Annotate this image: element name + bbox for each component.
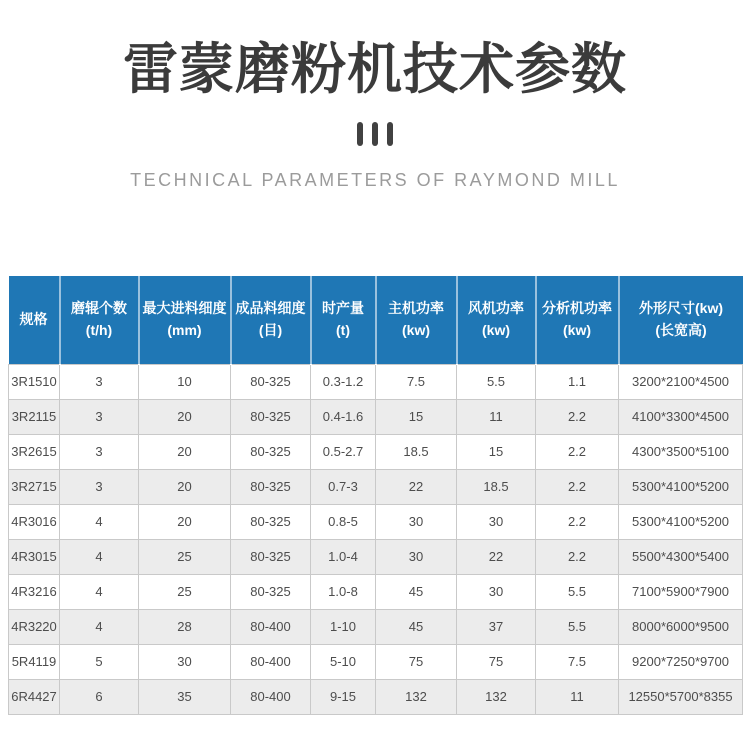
table-cell: 4R3015 <box>9 539 60 574</box>
table-cell: 11 <box>457 399 536 434</box>
header-cell-0: 规格 <box>9 276 60 364</box>
table-cell: 3 <box>60 399 139 434</box>
header-cell-6: 风机功率 (kw) <box>457 276 536 364</box>
table-cell: 3R2715 <box>9 469 60 504</box>
table-cell: 80-325 <box>231 539 311 574</box>
table-cell: 0.5-2.7 <box>311 434 376 469</box>
table-cell: 5500*4300*5400 <box>619 539 743 574</box>
table-cell: 1.0-4 <box>311 539 376 574</box>
table-cell: 75 <box>376 644 457 679</box>
header-cell-2: 最大进料细度 (mm) <box>139 276 231 364</box>
table-cell: 80-325 <box>231 434 311 469</box>
table-row <box>9 364 743 399</box>
table-cell: 18.5 <box>457 469 536 504</box>
table-cell: 20 <box>139 434 231 469</box>
table-cell: 9-15 <box>311 679 376 714</box>
header-row <box>9 276 743 364</box>
header-cell-1: 磨辊个数 (t/h) <box>60 276 139 364</box>
table-cell: 30 <box>376 504 457 539</box>
header-cell-8: 外形尺寸(kw) (长宽高) <box>619 276 743 364</box>
table-cell: 4R3216 <box>9 574 60 609</box>
header-cell-5: 主机功率 (kw) <box>376 276 457 364</box>
table-row <box>9 504 743 539</box>
bar-glyph <box>372 122 378 146</box>
table-cell: 5-10 <box>311 644 376 679</box>
table-cell: 1-10 <box>311 609 376 644</box>
three-bars-icon <box>0 122 750 146</box>
table-cell: 5 <box>60 644 139 679</box>
table-cell: 22 <box>457 539 536 574</box>
header-cell-7: 分析机功率 (kw) <box>536 276 619 364</box>
table-cell: 1.0-8 <box>311 574 376 609</box>
table-cell: 3 <box>60 364 139 399</box>
table-cell: 2.2 <box>536 539 619 574</box>
table-cell: 0.4-1.6 <box>311 399 376 434</box>
table-cell: 30 <box>139 644 231 679</box>
table-cell: 4100*3300*4500 <box>619 399 743 434</box>
table-cell: 7100*5900*7900 <box>619 574 743 609</box>
table-cell: 15 <box>376 399 457 434</box>
table-cell: 35 <box>139 679 231 714</box>
table-cell: 30 <box>457 504 536 539</box>
table-cell: 20 <box>139 469 231 504</box>
table-cell: 5300*4100*5200 <box>619 469 743 504</box>
table-cell: 4R3220 <box>9 609 60 644</box>
table-cell: 3 <box>60 469 139 504</box>
table-cell: 5R4119 <box>9 644 60 679</box>
table-cell: 18.5 <box>376 434 457 469</box>
table-cell: 8000*6000*9500 <box>619 609 743 644</box>
table-row <box>9 574 743 609</box>
table-cell: 132 <box>457 679 536 714</box>
table-cell: 80-325 <box>231 399 311 434</box>
table-cell: 4R3016 <box>9 504 60 539</box>
table-cell: 5.5 <box>536 574 619 609</box>
table-cell: 7.5 <box>536 644 619 679</box>
spec-table-head <box>9 276 743 364</box>
table-cell: 80-325 <box>231 364 311 399</box>
table-cell: 9200*7250*9700 <box>619 644 743 679</box>
table-cell: 75 <box>457 644 536 679</box>
header-cell-3: 成品料细度 (目) <box>231 276 311 364</box>
table-cell: 2.2 <box>536 399 619 434</box>
table-cell: 4 <box>60 609 139 644</box>
table-row <box>9 399 743 434</box>
table-cell: 5.5 <box>536 609 619 644</box>
table-cell: 0.3-1.2 <box>311 364 376 399</box>
table-cell: 30 <box>376 539 457 574</box>
spec-table-body <box>9 364 743 714</box>
table-row <box>9 469 743 504</box>
table-cell: 4300*3500*5100 <box>619 434 743 469</box>
table-cell: 28 <box>139 609 231 644</box>
table-cell: 80-325 <box>231 574 311 609</box>
bar-glyph <box>357 122 363 146</box>
table-cell: 2.2 <box>536 434 619 469</box>
spec-sheet-page <box>0 36 750 746</box>
table-cell: 45 <box>376 609 457 644</box>
table-cell: 6 <box>60 679 139 714</box>
table-cell: 4 <box>60 574 139 609</box>
table-cell: 0.8-5 <box>311 504 376 539</box>
table-cell: 4 <box>60 539 139 574</box>
table-cell: 25 <box>139 574 231 609</box>
header-cell-4: 时产量 (t) <box>311 276 376 364</box>
spec-table <box>8 276 743 715</box>
table-cell: 10 <box>139 364 231 399</box>
table-cell: 4 <box>60 504 139 539</box>
table-cell: 7.5 <box>376 364 457 399</box>
table-cell: 25 <box>139 539 231 574</box>
table-cell: 3R1510 <box>9 364 60 399</box>
table-cell: 1.1 <box>536 364 619 399</box>
table-cell: 2.2 <box>536 469 619 504</box>
table-cell: 3R2615 <box>9 434 60 469</box>
table-cell: 30 <box>457 574 536 609</box>
table-cell: 132 <box>376 679 457 714</box>
table-cell: 80-325 <box>231 469 311 504</box>
table-cell: 3200*2100*4500 <box>619 364 743 399</box>
header-section <box>0 36 750 191</box>
table-cell: 20 <box>139 504 231 539</box>
table-cell: 80-400 <box>231 609 311 644</box>
table-cell: 5.5 <box>457 364 536 399</box>
table-cell: 2.2 <box>536 504 619 539</box>
table-row <box>9 539 743 574</box>
table-cell: 6R4427 <box>9 679 60 714</box>
table-row <box>9 434 743 469</box>
table-cell: 11 <box>536 679 619 714</box>
table-cell: 80-400 <box>231 679 311 714</box>
table-cell: 22 <box>376 469 457 504</box>
page-subtitle: TECHNICAL PARAMETERS OF RAYMOND MILL <box>130 170 620 190</box>
table-cell: 5300*4100*5200 <box>619 504 743 539</box>
table-row <box>9 679 743 714</box>
table-cell: 12550*5700*8355 <box>619 679 743 714</box>
table-cell: 15 <box>457 434 536 469</box>
table-row <box>9 644 743 679</box>
bar-glyph <box>387 122 393 146</box>
table-cell: 80-325 <box>231 504 311 539</box>
table-cell: 37 <box>457 609 536 644</box>
table-cell: 3 <box>60 434 139 469</box>
table-row <box>9 609 743 644</box>
table-cell: 20 <box>139 399 231 434</box>
table-cell: 3R2115 <box>9 399 60 434</box>
table-cell: 80-400 <box>231 644 311 679</box>
page-title: 雷蒙磨粉机技术参数 <box>122 38 627 100</box>
table-cell: 45 <box>376 574 457 609</box>
table-cell: 0.7-3 <box>311 469 376 504</box>
